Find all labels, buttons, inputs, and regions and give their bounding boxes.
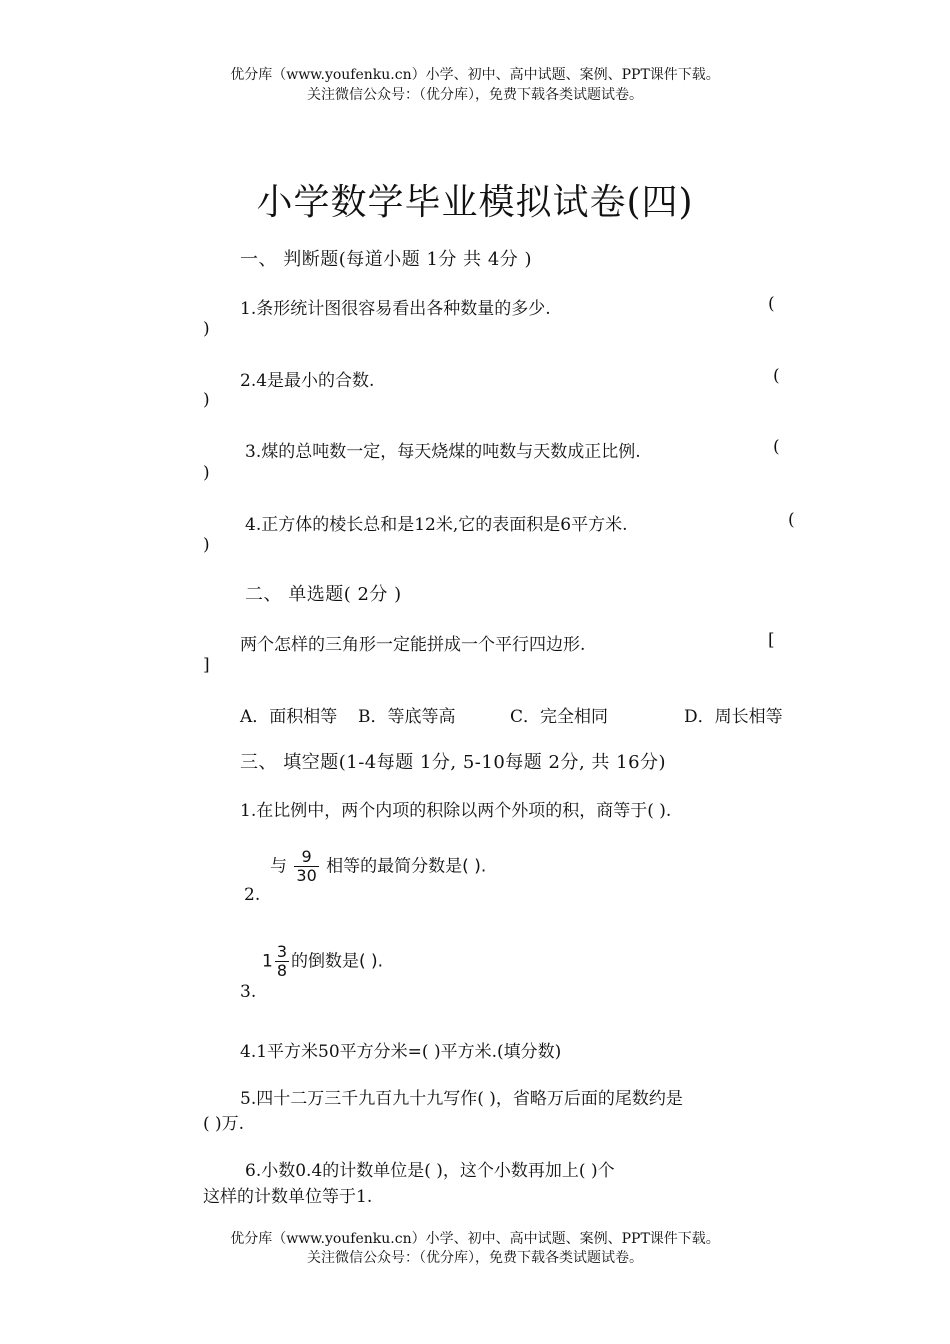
fill-question-5-line-1: 5.四十二万三千九百九十九写作( )，省略万后面的尾数约是 [240, 1089, 683, 1109]
fill-question-5-line-2: ( )万. [203, 1114, 245, 1134]
fill-question-3-number: 3. [240, 982, 257, 1002]
fill-question-4: 4.1平方米50平方分米=( )平方米.(填分数) [240, 1042, 562, 1062]
header-line-2: 关注微信公众号：（优分库），免费下载各类试题试卷。 [307, 87, 643, 103]
page-title: 小学数学毕业模拟试卷(四) [256, 182, 694, 223]
fraction-9-30 [294, 848, 318, 885]
answer-paren-close: ) [203, 319, 210, 339]
fraction-denominator: 8 [276, 961, 288, 980]
answer-bracket-close: ] [203, 655, 210, 675]
option-d: D．周长相等 [684, 707, 783, 727]
section-2-heading: 二、 单选题( 2分 ) [245, 584, 402, 605]
answer-paren-open: ( [788, 510, 795, 530]
fill-question-6-line-2: 这样的计数单位等于1. [203, 1187, 373, 1207]
fill-question-6-line-1: 6.小数0.4的计数单位是( )，这个小数再加上( )个 [245, 1161, 615, 1181]
fraction-denominator: 30 [296, 866, 317, 885]
judge-question-3: 3.煤的总吨数一定，每天烧煤的吨数与天数成正比例. [245, 442, 641, 462]
answer-paren-open: ( [773, 366, 780, 386]
fill-question-1: 1.在比例中，两个内项的积除以两个外项的积，商等于( ). [240, 801, 672, 821]
judge-question-4: 4.正方体的棱长总和是12米,它的表面积是6平方米. [245, 515, 628, 535]
option-c: C．完全相同 [510, 707, 609, 727]
header-line-1: 优分库（www.youfenku.cn）小学、初中、高中试题、案例、PPT课件下载。 [230, 67, 720, 83]
section-1-heading: 一、 判断题(每道小题 1分 共 4分 ) [240, 249, 533, 270]
answer-paren-close: ) [203, 390, 210, 410]
fraction-numerator: 3 [276, 942, 288, 961]
option-b: B．等底等高 [358, 707, 456, 727]
option-a: A．面积相等 [240, 707, 338, 727]
mixed-whole: 1 [262, 951, 273, 972]
fraction-numerator: 9 [301, 847, 312, 866]
footer-line-1: 优分库（www.youfenku.cn）小学、初中、高中试题、案例、PPT课件下载。 [230, 1231, 720, 1247]
judge-question-1: 1.条形统计图很容易看出各种数量的多少. [240, 299, 551, 319]
footer-line-2: 关注微信公众号：（优分库），免费下载各类试题试卷。 [307, 1250, 643, 1266]
fill-question-3-body [262, 943, 383, 980]
fill-question-2-body [270, 848, 486, 885]
choice-question: 两个怎样的三角形一定能拼成一个平行四边形. [240, 635, 586, 655]
section-3-heading: 三、 填空题(1-4每题 1分, 5-10每题 2分, 共 16分) [240, 752, 667, 773]
q2-prefix: 与 [270, 856, 287, 877]
judge-question-2: 2.4是最小的合数. [240, 371, 375, 391]
q2-suffix: 相等的最简分数是( ). [326, 856, 487, 877]
answer-paren-open: ( [768, 294, 775, 314]
fraction-3-8 [275, 943, 289, 980]
answer-bracket-open: [ [768, 630, 775, 650]
answer-paren-close: ) [203, 535, 210, 555]
q3-suffix: 的倒数是( ). [291, 951, 384, 972]
fill-question-2-number: 2. [244, 885, 261, 905]
answer-paren-close: ) [203, 463, 210, 483]
answer-paren-open: ( [773, 437, 780, 457]
